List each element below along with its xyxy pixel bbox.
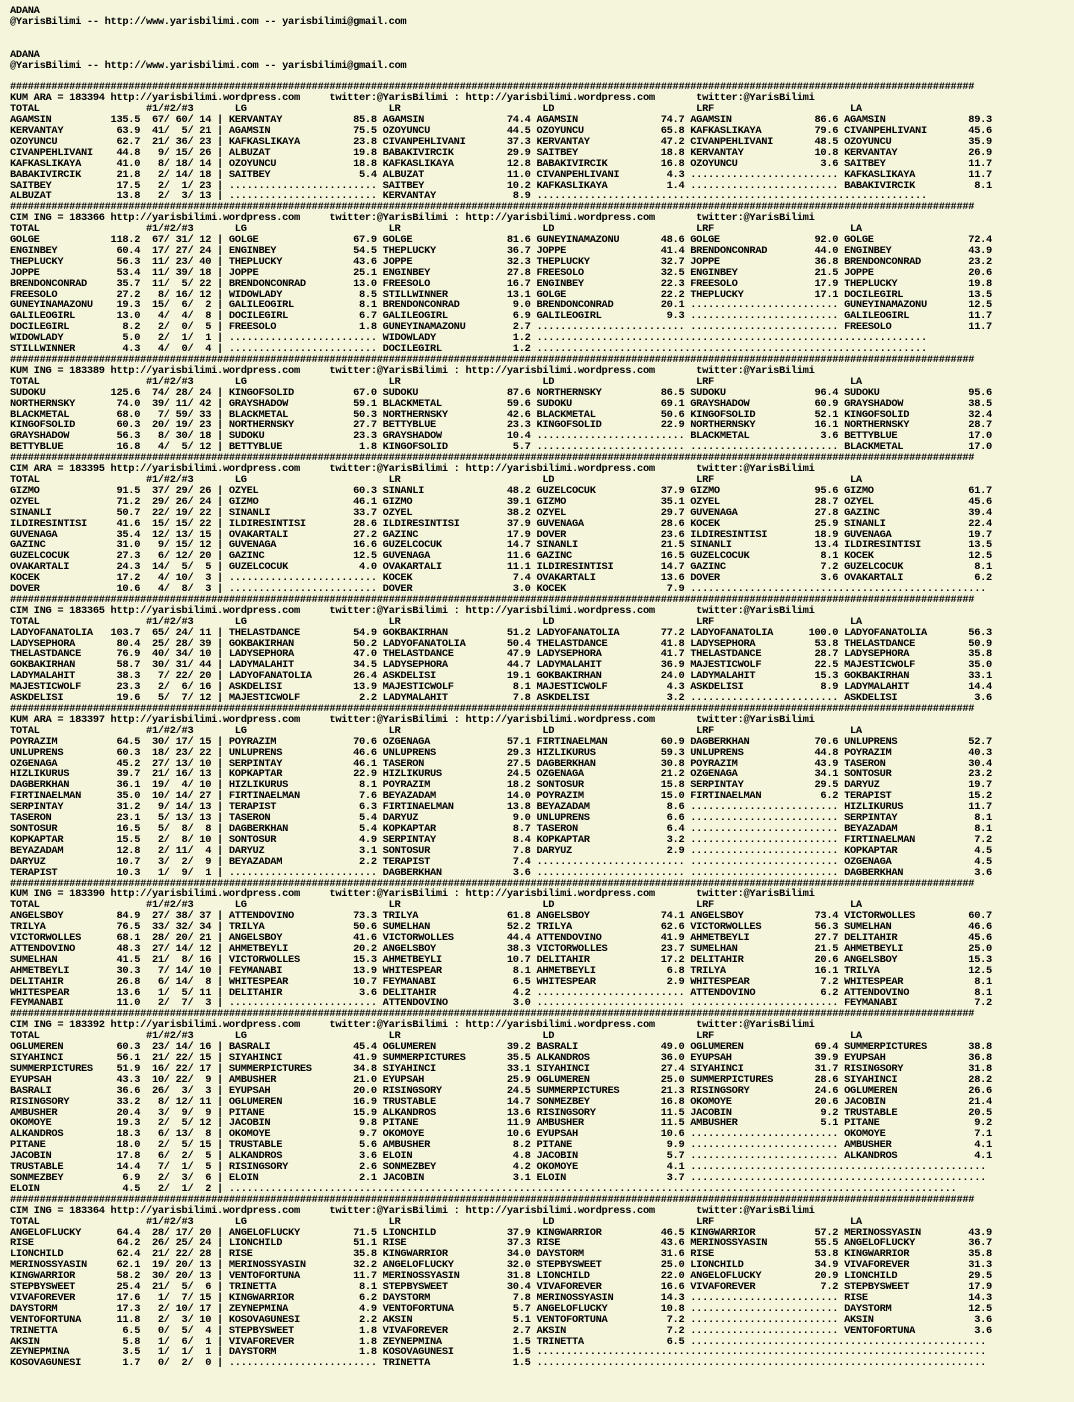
text-line: ALBUZAT 13.8 2/ 3/ 13 | ......................... KERVANTAY 8.9 ..................................................................: [10, 190, 927, 203]
text-line: SUDOKU 125.6 74/ 28/ 24 | KINGOFSOLID 67.0 SUDOKU 87.6 NORTHERNSKY 86.5 SUDOKU 96.4 SUDOKU 95.6: [10, 386, 992, 399]
text-line: BEYAZADAM 12.8 2/ 11/ 4 | DARYUZ 3.1 SONTOSUR 7.8 DARYUZ 2.9 ......................... KOPKAPTAR 4.5: [10, 844, 992, 857]
section-divider: ###################################################################################################################################################################: [10, 593, 975, 606]
text-line: DAGBERKHAN 36.1 19/ 4/ 10 | HIZLIKURUS 8.1 POYRAZIM 18.2 SONTOSUR 15.8 SERPINTAY 29.5 DARYUZ 19.7: [10, 779, 992, 792]
text-line: ADANA: [10, 48, 40, 61]
text-line: VICTORWOLLES 68.1 28/ 20/ 21 | ANGELSBOY 41.6 VICTORWOLLES 44.4 ATTENDOVINO 41.9 AHMETBEYLI 27.7 DELITAHIR 45.6: [10, 932, 992, 945]
text-line: TERAPIST 10.3 1/ 9/ 1 | ......................... DAGBERKHAN 3.6 ......................... ......................... DAGBERKHAN 3.6: [10, 866, 992, 879]
text-line: KUM ING = 183389 http://yarisbilimi.wordpress.com twitter:@YarisBilimi : http://yarisbilimi.wordpress.com twitter:@YarisBilimi: [10, 364, 815, 377]
text-line: GUNEYINAMAZONU 19.3 15/ 6/ 2 | GALILEOGIRL 8.1 BRENDONCONRAD 9.0 BRENDONCONRAD 20.1 ......................... GUNEYINAMAZONU 12.5: [10, 299, 992, 312]
text-line: SINANLI 50.7 22/ 19/ 22 | SINANLI 33.7 OZYEL 38.2 OZYEL 29.7 GUVENAGA 27.8 GAZINC 39.4: [10, 506, 992, 519]
section-divider: ###################################################################################################################################################################: [10, 354, 975, 366]
text-line: DOVER 10.6 4/ 8/ 3 | ......................... DOVER 3.0 KOCEK 7.9 ..................................................: [10, 583, 987, 596]
text-line: RISINGSORY 33.2 8/ 12/ 11 | OGLUMEREN 16.9 TRUSTABLE 14.7 SONMEZBEY 16.8 OKOMOYE 20.6 JACOBIN 21.4: [10, 1095, 992, 1108]
section-divider: ###################################################################################################################################################################: [10, 201, 975, 214]
text-line: LIONCHILD 62.4 21/ 22/ 28 | RISE 35.8 KINGWARRIOR 34.0 DAYSTORM 31.6 RISE 53.8 KINGWARRIOR 35.8: [10, 1248, 992, 1261]
text-line: HIZLIKURUS 39.7 21/ 16/ 13 | KOPKAPTAR 22.9 HIZLIKURUS 24.5 OZGENAGA 21.2 OZGENAGA 34.1 SONTOSUR 23.2: [10, 768, 992, 781]
text-line: KOSOVAGUNESI 1.7 0/ 2/ 0 | ......................... TRINETTA 1.5 ............................................................................: [10, 1357, 987, 1370]
text-line: FREESOLO 27.2 8/ 16/ 12 | WIDOWLADY 8.5 STILLWINNER 13.1 GOLGE 22.2 THEPLUCKY 17.1 DOCILEGIRL 13.5: [10, 288, 992, 301]
text-line: VENTOFORTUNA 11.8 2/ 3/ 10 | KOSOVAGUNESI 2.2 AKSIN 5.1 VENTOFORTUNA 7.2 ......................... AKSIN 3.6: [10, 1313, 992, 1326]
text-line: TRILYA 76.5 33/ 32/ 34 | TRILYA 50.6 SUMELHAN 52.2 TRILYA 62.6 VICTORWOLLES 56.3 SUMELHAN 46.6: [10, 921, 992, 934]
text-line: TOTAL #1/#2/#3 LG LR LD LRF LA: [10, 1030, 862, 1043]
text-line: ZEYNEPMINA 3.5 1/ 1/ 1 | DAYSTORM 1.8 KOSOVAGUNESI 1.5 ............................................................................: [10, 1346, 987, 1359]
text-line: STEPBYSWEET 25.4 21/ 5/ 6 | TRINETTA 8.1 STEPBYSWEET 30.4 VIVAFOREVER 16.6 VIVAFOREVER 7.2 STEPBYSWEET 17.9: [10, 1281, 992, 1294]
text-line: OZGENAGA 45.2 27/ 13/ 10 | SERPINTAY 46.1 TASERON 27.5 DAGBERKHAN 30.8 POYRAZIM 43.9 TASERON 30.4: [10, 757, 992, 770]
text-line: FIRTINAELMAN 35.0 10/ 14/ 27 | FIRTINAELMAN 7.6 BEYAZADAM 14.0 POYRAZIM 15.0 FIRTINAELMAN 6.2 TERAPIST 15.2: [10, 790, 992, 803]
text-line: SONTOSUR 16.5 5/ 8/ 8 | DAGBERKHAN 5.4 KOPKAPTAR 8.7 TASERON 6.4 ......................... BEYAZADAM 8.1: [10, 822, 992, 835]
text-line: GIZMO 91.5 37/ 29/ 26 | OZYEL 60.3 SINANLI 48.2 GUZELCOCUK 37.9 GIZMO 95.6 GIZMO 61.7: [10, 484, 992, 497]
section-divider: ###################################################################################################################################################################: [10, 452, 975, 465]
section-divider: ###################################################################################################################################################################: [10, 1193, 975, 1206]
text-line: KUM ARA = 183397 http://yarisbilimi.wordpress.com twitter:@YarisBilimi : http://yarisbilimi.wordpress.com twitter:@YarisBilimi: [10, 713, 815, 726]
text-line: CIM ING = 183366 http://yarisbilimi.wordpress.com twitter:@YarisBilimi : http://yarisbilimi.wordpress.com twitter:@YarisBilimi: [10, 212, 815, 225]
text-line: KERVANTAY 63.9 41/ 5/ 21 | AGAMSIN 75.5 OZOYUNCU 44.5 OZOYUNCU 65.8 KAFKASLIKAYA 79.6 CIVANPEHLIVANI 45.6: [10, 124, 992, 137]
text-line: TOTAL #1/#2/#3 LG LR LD LRF LA: [10, 724, 862, 737]
text-line: SUMMERPICTURES 51.9 16/ 22/ 17 | SUMMERPICTURES 34.8 SIYAHINCI 33.1 SIYAHINCI 27.4 SIYAHINCI 31.7 RISINGSORY 31.8: [10, 1062, 992, 1075]
text-line: BABAKIVIRCIK 21.8 2/ 14/ 18 | SAITBEY 5.4 ALBUZAT 11.0 CIVANPEHLIVANI 4.3 ......................... KAFKASLIKAYA 11.7: [10, 168, 992, 181]
text-line: UNLUPRENS 60.3 18/ 23/ 22 | UNLUPRENS 46.6 UNLUPRENS 29.3 HIZLIKURUS 59.3 UNLUPRENS 44.8 POYRAZIM 40.3: [10, 746, 992, 759]
text-line: ILDIRESINTISI 41.6 15/ 15/ 22 | ILDIRESINTISI 28.6 ILDIRESINTISI 37.9 GUVENAGA 28.6 KOCEK 25.9 SINANLI 22.4: [10, 517, 992, 530]
text-line: KINGOFSOLID 60.3 20/ 19/ 23 | NORTHERNSKY 27.7 BETTYBLUE 23.3 KINGOFSOLID 22.9 NORTHERNSKY 16.1 NORTHERNSKY 28.7: [10, 419, 992, 432]
text-line: THELASTDANCE 76.9 40/ 34/ 10 | LADYSEPHORA 47.0 THELASTDANCE 47.9 LADYSEPHORA 41.7 THELASTDANCE 28.7 LADYSEPHORA 35.8: [10, 648, 992, 661]
text-line: MAJESTICWOLF 23.3 2/ 6/ 16 | ASKDELISI 13.9 MAJESTICWOLF 8.1 MAJESTICWOLF 4.3 ASKDELISI 8.9 LADYMALAHIT 14.4: [10, 681, 992, 694]
text-line: RISE 64.2 26/ 25/ 24 | LIONCHILD 51.1 RISE 37.3 RISE 43.6 MERINOSSYASIN 55.5 ANGELOFLUCKY 36.7: [10, 1237, 992, 1250]
text-line: POYRAZIM 64.5 30/ 17/ 15 | POYRAZIM 70.6 OZGENAGA 57.1 FIRTINAELMAN 60.9 DAGBERKHAN 70.6 UNLUPRENS 52.7: [10, 735, 992, 748]
text-line: TOTAL #1/#2/#3 LG LR LD LRF LA: [10, 615, 862, 628]
text-line: TOTAL #1/#2/#3 LG LR LD LRF LA: [10, 103, 862, 116]
text-line: AHMETBEYLI 30.3 7/ 14/ 10 | FEYMANABI 13.9 WHITESPEAR 8.1 AHMETBEYLI 6.8 TRILYA 16.1 TRILYA 12.5: [10, 964, 992, 977]
text-line: TOTAL #1/#2/#3 LG LR LD LRF LA: [10, 899, 862, 912]
text-line: SIYAHINCI 56.1 21/ 22/ 15 | SIYAHINCI 41.9 SUMMERPICTURES 35.5 ALKANDROS 36.0 EYUPSAH 39.9 EYUPSAH 36.8: [10, 1052, 992, 1064]
text-line: LADYOFANATOLIA 103.7 65/ 24/ 11 | THELASTDANCE 54.9 GOKBAKIRHAN 51.2 LADYOFANATOLIA 77.2 LADYOFANATOLIA 100.0 LADYOFANATOLIA 56.3: [10, 626, 992, 639]
text-line: DARYUZ 10.7 3/ 2/ 9 | BEYAZADAM 2.2 TERAPIST 7.4 ......................... ......................... OZGENAGA 4.5: [10, 855, 992, 868]
text-line: GRAYSHADOW 56.3 8/ 30/ 18 | SUDOKU 23.3 GRAYSHADOW 10.4 ......................... BLACKMETAL 3.6 BETTYBLUE 17.0: [10, 430, 992, 443]
header-contact: @YarisBilimi -- http://www.yarisbilimi.com -- yarisbilimi@gmail.com: [10, 15, 407, 28]
stats-body: [10, 49, 992, 1370]
text-line: @YarisBilimi -- http://www.yarisbilimi.com -- yarisbilimi@gmail.com: [10, 59, 407, 72]
text-line: ATTENDOVINO 48.3 27/ 14/ 12 | AHMETBEYLI 20.2 ANGELSBOY 38.3 VICTORWOLLES 23.7 SUMELHAN 21.5 AHMETBEYLI 25.0: [10, 942, 992, 955]
text-line: JOPPE 53.4 11/ 39/ 18 | JOPPE 25.1 ENGINBEY 27.8 FREESOLO 32.5 ENGINBEY 21.5 JOPPE 20.6: [10, 266, 992, 279]
text-line: SUMELHAN 41.5 21/ 8/ 16 | VICTORWOLLES 15.3 AHMETBEYLI 10.7 DELITAHIR 17.2 DELITAHIR 20.6 ANGELSBOY 15.3: [10, 953, 992, 966]
text-line: AMBUSHER 20.4 3/ 9/ 9 | PITANE 15.9 ALKANDROS 13.6 RISINGSORY 11.5 JACOBIN 9.2 TRUSTABLE 20.5: [10, 1106, 992, 1119]
header-title: ADANA: [10, 5, 40, 17]
text-line: TASERON 23.1 5/ 13/ 13 | TASERON 5.4 DARYUZ 9.0 UNLUPRENS 6.6 ......................... SERPINTAY 8.1: [10, 812, 992, 825]
text-line: DOCILEGIRL 8.2 2/ 0/ 5 | FREESOLO 1.8 GUNEYINAMAZONU 2.7 ......................... ......................... FREESOLO 11.7: [10, 321, 992, 334]
text-line: WHITESPEAR 13.6 1/ 5/ 11 | DELITAHIR 3.6 DELITAHIR 4.2 ......................... ATTENDOVINO 6.2 ATTENDOVINO 8.1: [10, 986, 992, 999]
text-line: FEYMANABI 11.0 2/ 7/ 3 | ......................... ATTENDOVINO 3.0 ......................... ......................... FEYMANABI 7.2: [10, 997, 992, 1010]
text-line: TOTAL #1/#2/#3 LG LR LD LRF LA: [10, 473, 862, 486]
text-line: BLACKMETAL 68.0 7/ 59/ 33 | BLACKMETAL 50.3 NORTHERNSKY 42.6 BLACKMETAL 50.6 KINGOFSOLID 52.1 KINGOFSOLID 32.4: [10, 408, 992, 421]
section-divider: ###################################################################################################################################################################: [10, 1008, 975, 1021]
text-line: OZOYUNCU 62.7 21/ 36/ 23 | KAFKASLIKAYA 23.8 CIVANPEHLIVANI 37.3 KERVANTAY 47.2 CIVANPEHLIVANI 48.5 OZOYUNCU 35.9: [10, 135, 992, 148]
text-line: WIDOWLADY 5.0 2/ 1/ 1 | ......................... WIDOWLADY 1.2 ..................................................................: [10, 332, 927, 345]
text-line: CIM ING = 183365 http://yarisbilimi.wordpress.com twitter:@YarisBilimi : http://yarisbilimi.wordpress.com twitter:@YarisBilimi: [10, 604, 815, 617]
text-line: BASRALI 36.6 26/ 3/ 3 | EYUPSAH 20.0 RISINGSORY 24.5 SUMMERPICTURES 21.3 RISINGSORY 24.6 OGLUMEREN 26.6: [10, 1084, 992, 1097]
text-line: VIVAFOREVER 17.6 1/ 7/ 15 | KINGWARRIOR 6.2 DAYSTORM 7.8 MERINOSSYASIN 14.3 ......................... RISE 14.3: [10, 1291, 992, 1304]
text-line: PITANE 18.0 2/ 5/ 15 | TRUSTABLE 5.6 AMBUSHER 8.2 PITANE 9.9 ......................... AMBUSHER 4.1: [10, 1139, 992, 1152]
text-line: BRENDONCONRAD 35.7 11/ 5/ 22 | BRENDONCONRAD 13.0 FREESOLO 16.7 ENGINBEY 22.3 FREESOLO 17.9 THEPLUCKY 19.8: [10, 277, 992, 290]
text-line: DELITAHIR 26.8 6/ 14/ 8 | WHITESPEAR 10.7 FEYMANABI 6.5 WHITESPEAR 2.9 WHITESPEAR 7.2 WHITESPEAR 8.1: [10, 975, 992, 988]
text-line: SAITBEY 17.5 2/ 1/ 23 | ......................... SAITBEY 10.2 KAFKASLIKAYA 1.4 ......................... BABAKIVIRCIK 8.1: [10, 179, 992, 192]
text-line: GALILEOGIRL 13.0 4/ 4/ 8 | DOCILEGIRL 6.7 GALILEOGIRL 6.9 GALILEOGIRL 9.3 ......................... GALILEOGIRL 11.7: [10, 310, 992, 323]
text-line: TOTAL #1/#2/#3 LG LR LD LRF LA: [10, 1215, 862, 1228]
text-line: BETTYBLUE 16.8 4/ 5/ 12 | BETTYBLUE 1.8 KINGOFSOLID 5.7 ......................... ......................... BLACKMETAL 17.0: [10, 441, 992, 454]
text-line: TRINETTA 6.5 0/ 5/ 4 | STEPBYSWEET 1.8 VIVAFOREVER 2.7 AKSIN 7.2 ......................... VENTOFORTUNA 3.6: [10, 1324, 992, 1337]
text-line: GUZELCOCUK 27.3 6/ 12/ 20 | GAZINC 12.5 GUVENAGA 11.6 GAZINC 16.5 GUZELCOCUK 8.1 KOCEK 12.5: [10, 550, 992, 563]
text-line: TOTAL #1/#2/#3 LG LR LD LRF LA: [10, 223, 862, 236]
text-line: LADYMALAHIT 38.3 7/ 22/ 20 | LADYOFANATOLIA 26.4 ASKDELISI 19.1 GOKBAKIRHAN 24.0 LADYMALAHIT 15.3 GOKBAKIRHAN 33.1: [10, 670, 992, 683]
text-line: ANGELSBOY 84.9 27/ 38/ 37 | ATTENDOVINO 73.3 TRILYA 61.8 ANGELSBOY 74.1 ANGELSBOY 73.4 VICTORWOLLES 60.7: [10, 910, 992, 923]
text-line: OGLUMEREN 60.3 23/ 14/ 16 | BASRALI 45.4 OGLUMEREN 39.2 BASRALI 49.0 OGLUMEREN 69.4 SUMMERPICTURES 38.8: [10, 1041, 992, 1054]
text-line: TRUSTABLE 14.4 7/ 1/ 5 | RISINGSORY 2.6 SONMEZBEY 4.2 OKOMOYE 4.1 ..................................................: [10, 1161, 987, 1174]
text-line: KINGWARRIOR 58.2 30/ 20/ 13 | VENTOFORTUNA 11.7 MERINOSSYASIN 31.8 LIONCHILD 22.0 ANGELOFLUCKY 20.9 LIONCHILD 29.5: [10, 1270, 992, 1283]
text-line: ASKDELISI 19.6 5/ 7/ 12 | MAJESTICWOLF 2.2 LADYMALAHIT 7.8 ASKDELISI 3.2 ......................... ASKDELISI 3.6: [10, 692, 992, 705]
text-line: CIM ARA = 183395 http://yarisbilimi.wordpress.com twitter:@YarisBilimi : http://yarisbilimi.wordpress.com twitter:@YarisBilimi: [10, 463, 815, 476]
section-divider: ###################################################################################################################################################################: [10, 877, 975, 890]
text-line: CIVANPEHLIVANI 44.8 9/ 15/ 26 | ALBUZAT 19.8 BABAKIVIRCIK 29.9 SAITBEY 18.8 KERVANTAY 10.8 KERVANTAY 26.9: [10, 146, 992, 159]
text-line: JACOBIN 17.8 6/ 2/ 5 | ALKANDROS 3.6 ELOIN 4.8 JACOBIN 5.7 ......................... ALKANDROS 4.1: [10, 1150, 992, 1163]
text-line: OVAKARTALI 24.3 14/ 5/ 5 | GUZELCOCUK 4.0 OVAKARTALI 11.1 ILDIRESINTISI 14.7 GAZINC 7.2 GUZELCOCUK 8.1: [10, 561, 992, 574]
text-line: GUVENAGA 35.4 12/ 13/ 15 | OVAKARTALI 27.2 GAZINC 17.9 DOVER 23.6 ILDIRESINTISI 18.9 GUVENAGA 19.7: [10, 528, 992, 541]
text-line: MERINOSSYASIN 62.1 19/ 20/ 13 | MERINOSSYASIN 32.2 ANGELOFLUCKY 32.0 STEPBYSWEET 25.0 LIONCHILD 34.9 VIVAFOREVER 31.3: [10, 1259, 992, 1272]
text-line: KUM ING = 183390 http://yarisbilimi.wordpress.com twitter:@YarisBilimi : http://yarisbilimi.wordpress.com twitter:@YarisBilimi: [10, 888, 815, 901]
text-line: ANGELOFLUCKY 64.4 28/ 17/ 20 | ANGELOFLUCKY 71.5 LIONCHILD 37.9 KINGWARRIOR 46.5 KINGWARRIOR 57.2 MERINOSSYASIN 43.9: [10, 1226, 992, 1239]
text-line: LADYSEPHORA 80.4 25/ 28/ 39 | GOKBAKIRHAN 50.2 LADYOFANATOLIA 50.4 THELASTDANCE 41.8 LADYSEPHORA 53.8 THELASTDANCE 50.9: [10, 637, 992, 650]
text-line: GAZINC 31.0 9/ 15/ 12 | GUVENAGA 16.6 GUZELCOCUK 14.7 SINANLI 21.5 SINANLI 13.4 ILDIRESINTISI 13.5: [10, 539, 992, 552]
text-line: CIM ING = 183364 http://yarisbilimi.wordpress.com twitter:@YarisBilimi : http://yarisbilimi.wordpress.com twitter:@YarisBilimi: [10, 1204, 815, 1217]
text-line: OZYEL 71.2 29/ 26/ 24 | GIZMO 46.1 GIZMO 39.1 GIZMO 35.1 OZYEL 28.7 OZYEL 45.6: [10, 495, 992, 508]
text-line: SONMEZBEY 6.9 2/ 3/ 6 | ELOIN 2.1 JACOBIN 3.1 ELOIN 3.7 ..................................................: [10, 1171, 987, 1184]
text-line: GOLGE 118.2 67/ 31/ 12 | GOLGE 67.9 GOLGE 81.6 GUNEYINAMAZONU 48.6 GOLGE 92.0 GOLGE 72.4: [10, 234, 992, 247]
section-divider: ###################################################################################################################################################################: [10, 703, 975, 715]
text-line: DAYSTORM 17.3 2/ 10/ 17 | ZEYNEPMINA 4.9 VENTOFORTUNA 5.7 ANGELOFLUCKY 10.8 ......................... DAYSTORM 12.5: [10, 1302, 992, 1315]
text-line: KAFKASLIKAYA 41.0 8/ 18/ 14 | OZOYUNCU 18.8 KAFKASLIKAYA 12.8 BABAKIVIRCIK 16.8 OZOYUNCU 3.6 SAITBEY 11.7: [10, 157, 992, 170]
section-divider: ###################################################################################################################################################################: [10, 81, 975, 94]
text-line: TOTAL #1/#2/#3 LG LR LD LRF LA: [10, 375, 862, 388]
text-line: AGAMSIN 135.5 67/ 60/ 14 | KERVANTAY 85.8 AGAMSIN 74.4 AGAMSIN 74.7 AGAMSIN 86.6 AGAMSIN 89.3: [10, 114, 992, 127]
text-line: GOKBAKIRHAN 58.7 30/ 31/ 44 | LADYMALAHIT 34.5 LADYSEPHORA 44.7 LADYMALAHIT 36.9 MAJESTICWOLF 22.5 MAJESTICWOLF 35.0: [10, 659, 992, 672]
text-line: ELOIN 4.5 2/ 1/ 2 | ...........................................................................................................................: [10, 1182, 957, 1195]
text-line: SERPINTAY 31.2 9/ 14/ 13 | TERAPIST 6.3 FIRTINAELMAN 13.8 BEYAZADAM 8.6 ......................... HIZLIKURUS 11.7: [10, 801, 992, 814]
text-line: THEPLUCKY 56.3 11/ 23/ 40 | THEPLUCKY 43.6 JOPPE 32.3 THEPLUCKY 32.7 JOPPE 36.8 BRENDONCONRAD 23.2: [10, 255, 992, 268]
text-line: KOCEK 17.2 4/ 10/ 3 | ......................... KOCEK 7.4 OVAKARTALI 13.6 DOVER 3.6 OVAKARTALI 6.2: [10, 572, 992, 585]
text-line: AKSIN 5.8 1/ 6/ 1 | VIVAFOREVER 1.8 ZEYNEPMINA 1.5 TRINETTA 6.5 ..................................................: [10, 1335, 987, 1348]
text-line: STILLWINNER 4.3 4/ 0/ 4 | ......................... DOCILEGIRL 1.2 ..................................................................: [10, 343, 927, 356]
text-line: ALKANDROS 18.3 6/ 13/ 8 | OKOMOYE 9.7 OKOMOYE 10.6 EYUPSAH 10.6 ......................... OKOMOYE 7.1: [10, 1128, 992, 1141]
text-line: CIM ING = 183392 http://yarisbilimi.wordpress.com twitter:@YarisBilimi : http://yarisbilimi.wordpress.com twitter:@YarisBilimi: [10, 1019, 815, 1032]
text-line: KUM ARA = 183394 http://yarisbilimi.wordpress.com twitter:@YarisBilimi : http://yarisbilimi.wordpress.com twitter:@YarisBilimi: [10, 92, 815, 105]
text-line: KOPKAPTAR 15.5 2/ 8/ 10 | SONTOSUR 4.9 SERPINTAY 8.4 KOPKAPTAR 3.2 ......................... FIRTINAELMAN 7.2: [10, 833, 992, 846]
text-line: OKOMOYE 19.3 2/ 5/ 12 | JACOBIN 9.8 PITANE 11.9 AMBUSHER 11.5 AMBUSHER 5.1 PITANE 9.2: [10, 1117, 992, 1130]
text-line: NORTHERNSKY 74.0 39/ 11/ 42 | GRAYSHADOW 59.1 BLACKMETAL 59.6 SUDOKU 69.1 GRAYSHADOW 60.9 GRAYSHADOW 38.5: [10, 397, 992, 410]
text-line: EYUPSAH 43.3 10/ 22/ 9 | AMBUSHER 21.0 EYUPSAH 25.9 OGLUMEREN 25.0 SUMMERPICTURES 28.6 SIYAHINCI 28.2: [10, 1073, 992, 1086]
text-line: ENGINBEY 60.4 17/ 27/ 24 | ENGINBEY 54.5 THEPLUCKY 36.7 JOPPE 41.4 BRENDONCONRAD 44.0 ENGINBEY 43.9: [10, 244, 992, 257]
